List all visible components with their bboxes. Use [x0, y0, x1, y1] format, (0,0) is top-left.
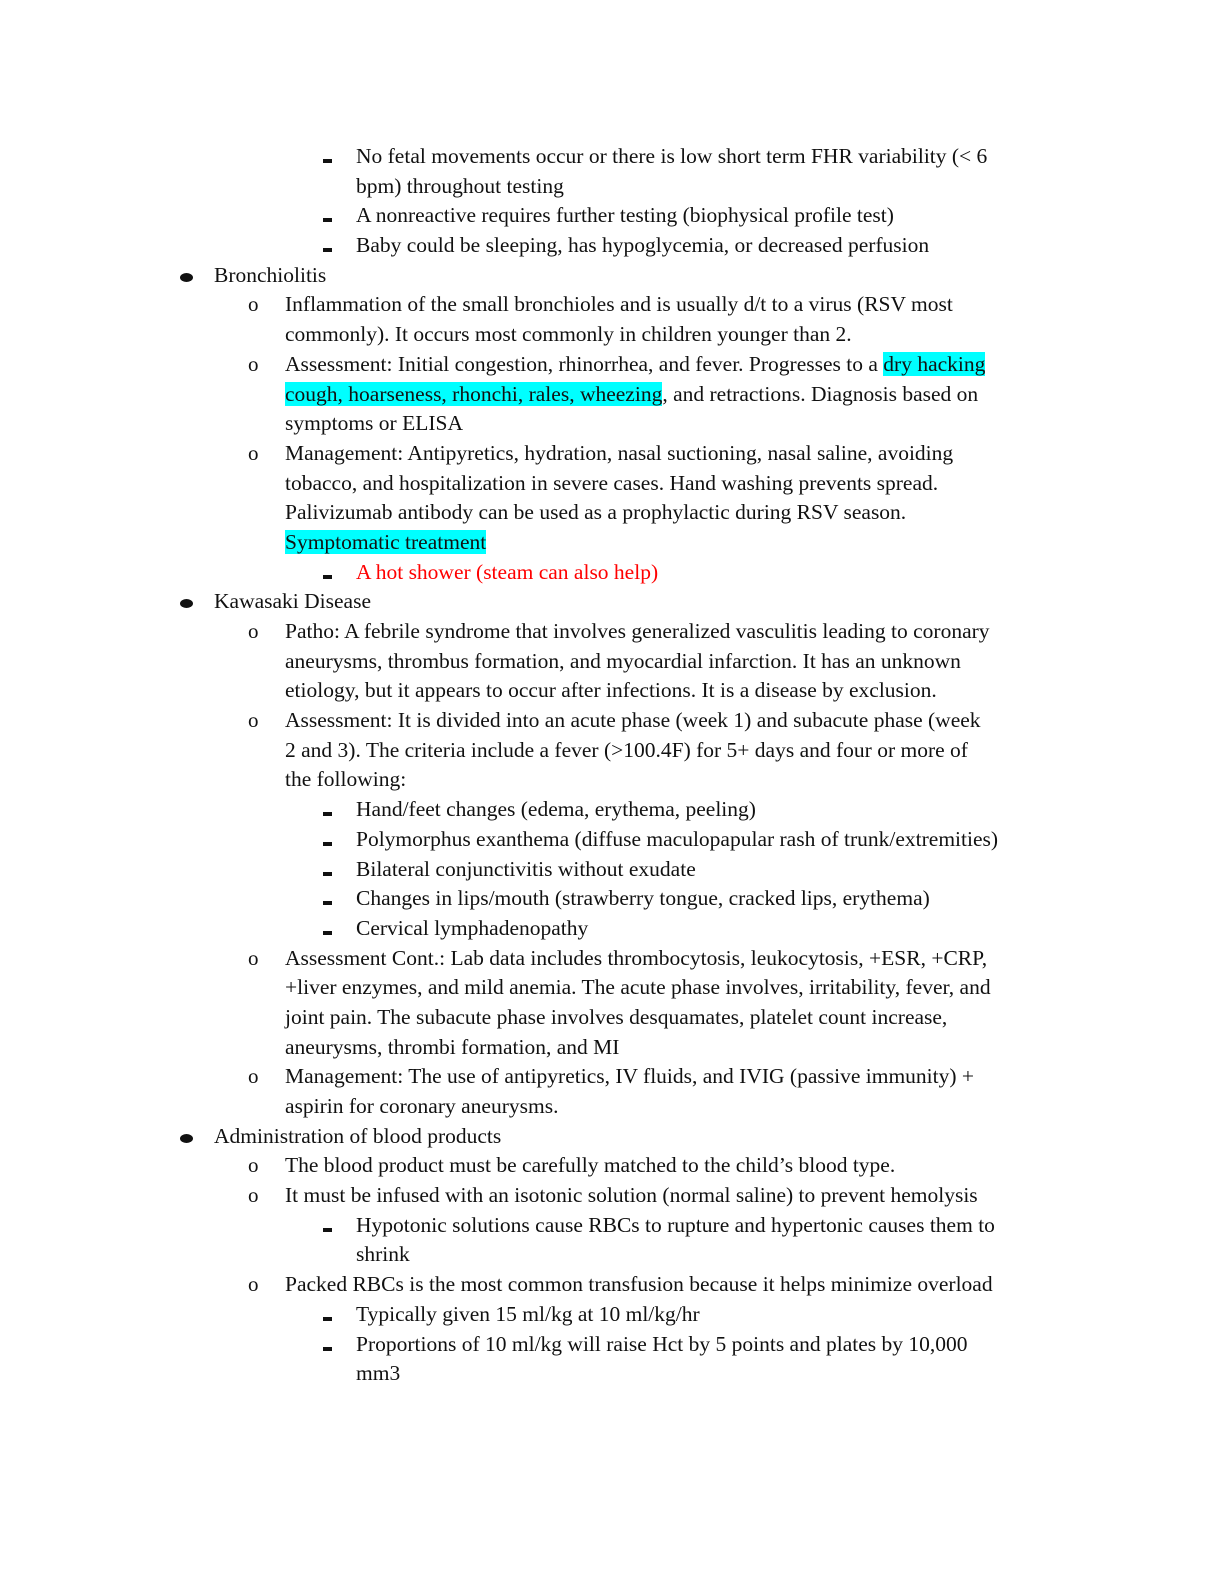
- item-text: Management: Antipyretics, hydration, nasal suctioning, nasal saline, avoiding: [285, 440, 954, 465]
- item-text: Hypotonic solutions cause RBCs to rupture and hypertonic causes them to: [356, 1212, 995, 1237]
- list-item: [0, 1122, 1224, 1152]
- item-text: It must be infused with an isotonic solution (normal saline) to prevent hemolysis: [285, 1183, 978, 1208]
- item-text: Palivizumab antibody can be used as a prophylactic during RSV season.: [285, 500, 907, 525]
- list-item-continuation: [0, 409, 1224, 439]
- list-item-continuation: [0, 320, 1224, 350]
- list-item: [0, 617, 1224, 647]
- list-item: [0, 706, 1224, 736]
- list-item-continuation: [0, 1240, 1224, 1270]
- list-item-continuation: [0, 676, 1224, 706]
- square-dash-bullet-icon: [323, 825, 332, 855]
- item-text: Baby could be sleeping, has hypoglycemia, or decreased perfusion: [356, 233, 930, 258]
- item-text: Patho: A febrile syndrome that involves generalized vasculitis leading to coronary: [285, 619, 990, 643]
- square-dash-bullet-icon: [323, 855, 332, 885]
- item-text: etiology, but it appears to occur after infections. It is a disease by exclusion.: [285, 678, 937, 703]
- item-text: symptoms or ELISA: [285, 411, 463, 436]
- list-item: [0, 884, 1224, 914]
- disc-icon: [180, 1122, 193, 1152]
- list-item: [0, 825, 1224, 855]
- list-item: [0, 855, 1224, 885]
- disc-icon: [180, 587, 193, 617]
- square-dash-bullet-icon: [323, 1211, 332, 1241]
- list-item-continuation: [0, 528, 1224, 558]
- item-text: Administration of blood products: [214, 1123, 502, 1148]
- item-text: aneurysms, thrombus formation, and myocardial infarction. It has an unknown: [285, 648, 961, 673]
- item-text: Kawasaki Disease: [214, 589, 372, 614]
- document-page: [0, 142, 1224, 1389]
- list-item-continuation: [0, 1359, 1224, 1389]
- item-text: Management: The use of antipyretics, IV fluids, and IVIG (passive immunity) +: [285, 1064, 975, 1089]
- red-note-text: A hot shower (steam can also help): [356, 559, 659, 584]
- circle-bullet-icon: o: [248, 1064, 259, 1089]
- item-text: Polymorphus exanthema (diffuse maculopapular rash of trunk/extremities): [356, 826, 999, 851]
- square-dash-bullet-icon: [323, 795, 332, 825]
- list-item-continuation: [0, 498, 1224, 528]
- item-text: joint pain. The subacute phase involves desquamates, platelet count increase,: [285, 1004, 948, 1029]
- circle-bullet-icon: o: [248, 351, 259, 376]
- list-item: [0, 914, 1224, 944]
- circle-bullet-icon: o: [248, 708, 259, 733]
- highlighted-text: dry hacking: [883, 351, 986, 376]
- circle-bullet-icon: o: [248, 1272, 259, 1297]
- list-item: [0, 231, 1224, 261]
- item-text: aspirin for coronary aneurysms.: [285, 1094, 559, 1118]
- item-text: Changes in lips/mouth (strawberry tongue, cracked lips, erythema): [356, 886, 930, 911]
- item-text: Assessment: It is divided into an acute phase (week 1) and subacute phase (week: [285, 708, 981, 733]
- list-item-continuation: [0, 1092, 1224, 1122]
- list-item: [0, 290, 1224, 320]
- circle-bullet-icon: o: [248, 1153, 259, 1178]
- list-item: [0, 795, 1224, 825]
- item-text: Cervical lymphadenopathy: [356, 915, 589, 940]
- item-text: tobacco, and hospitalization in severe cases. Hand washing prevents spread.: [285, 470, 939, 495]
- list-item-continuation: [0, 973, 1224, 1003]
- item-text: mm3: [356, 1361, 401, 1386]
- list-item-continuation: [0, 1003, 1224, 1033]
- square-dash-bullet-icon: [323, 1330, 332, 1360]
- item-text: bpm) throughout testing: [356, 173, 564, 198]
- list-item-continuation: [0, 736, 1224, 766]
- list-item-continuation: [0, 647, 1224, 677]
- list-item: [0, 1151, 1224, 1181]
- square-dash-bullet-icon: [323, 1300, 332, 1330]
- list-item: [0, 944, 1224, 974]
- square-dash-bullet-icon: [323, 142, 332, 172]
- list-item: [0, 1062, 1224, 1092]
- item-text: Bronchiolitis: [214, 262, 327, 287]
- list-item: [0, 1300, 1224, 1330]
- circle-bullet-icon: o: [248, 1183, 259, 1208]
- list-item: [0, 1211, 1224, 1241]
- list-item: [0, 261, 1224, 291]
- item-text: Packed RBCs is the most common transfusion because it helps minimize overload: [285, 1272, 993, 1297]
- circle-bullet-icon: o: [248, 945, 259, 970]
- item-text: commonly). It occurs most commonly in children younger than 2.: [285, 322, 852, 347]
- item-text: Bilateral conjunctivitis without exudate: [356, 856, 696, 881]
- square-dash-bullet-icon: [323, 231, 332, 261]
- disc-icon: [180, 261, 193, 291]
- list-item: [0, 587, 1224, 617]
- list-item-continuation: [0, 172, 1224, 202]
- square-dash-bullet-icon: [323, 201, 332, 231]
- square-dash-bullet-icon: [323, 558, 332, 588]
- item-text: Inflammation of the small bronchioles and is usually d/t to a virus (RSV most: [285, 292, 953, 317]
- item-text: , and retractions. Diagnosis based on: [662, 381, 979, 406]
- list-item-continuation: [0, 1033, 1224, 1063]
- list-item-continuation: [0, 469, 1224, 499]
- list-item: [0, 201, 1224, 231]
- list-item: [0, 350, 1224, 380]
- item-text: shrink: [356, 1242, 410, 1267]
- list-item: [0, 1181, 1224, 1211]
- circle-bullet-icon: o: [248, 619, 259, 643]
- item-text: The blood product must be carefully matched to the child’s blood type.: [285, 1153, 896, 1178]
- list-item-continuation: [0, 765, 1224, 795]
- highlighted-text: cough, hoarseness, rhonchi, rales, wheezing: [285, 381, 663, 406]
- item-text: Proportions of 10 ml/kg will raise Hct by 5 points and plates by 10,000: [356, 1331, 968, 1356]
- item-text: Hand/feet changes (edema, erythema, peeling): [356, 797, 756, 822]
- highlighted-text: Symptomatic treatment: [285, 529, 487, 554]
- list-item: [0, 439, 1224, 469]
- square-dash-bullet-icon: [323, 914, 332, 944]
- circle-bullet-icon: o: [248, 440, 259, 465]
- item-text: 2 and 3). The criteria include a fever (>100.4F) for 5+ days and four or more of: [285, 737, 968, 762]
- list-item-continuation: [0, 380, 1224, 410]
- item-text: +liver enzymes, and mild anemia. The acute phase involves, irritability, fever, and: [285, 975, 991, 1000]
- item-text: the following:: [285, 767, 407, 792]
- circle-bullet-icon: o: [248, 292, 259, 317]
- item-text: A nonreactive requires further testing (biophysical profile test): [356, 203, 894, 228]
- item-text: No fetal movements occur or there is low short term FHR variability (< 6: [356, 144, 988, 168]
- item-text: aneurysms, thrombi formation, and MI: [285, 1034, 620, 1059]
- item-text: Typically given 15 ml/kg at 10 ml/kg/hr: [356, 1301, 700, 1326]
- list-item: [0, 558, 1224, 588]
- list-item: [0, 142, 1224, 172]
- list-item: [0, 1330, 1224, 1360]
- square-dash-bullet-icon: [323, 884, 332, 914]
- item-text: Assessment: Initial congestion, rhinorrhea, and fever. Progresses to a: [285, 351, 884, 376]
- list-item: [0, 1270, 1224, 1300]
- item-text: Assessment Cont.: Lab data includes thrombocytosis, leukocytosis, +ESR, +CRP,: [285, 945, 988, 970]
